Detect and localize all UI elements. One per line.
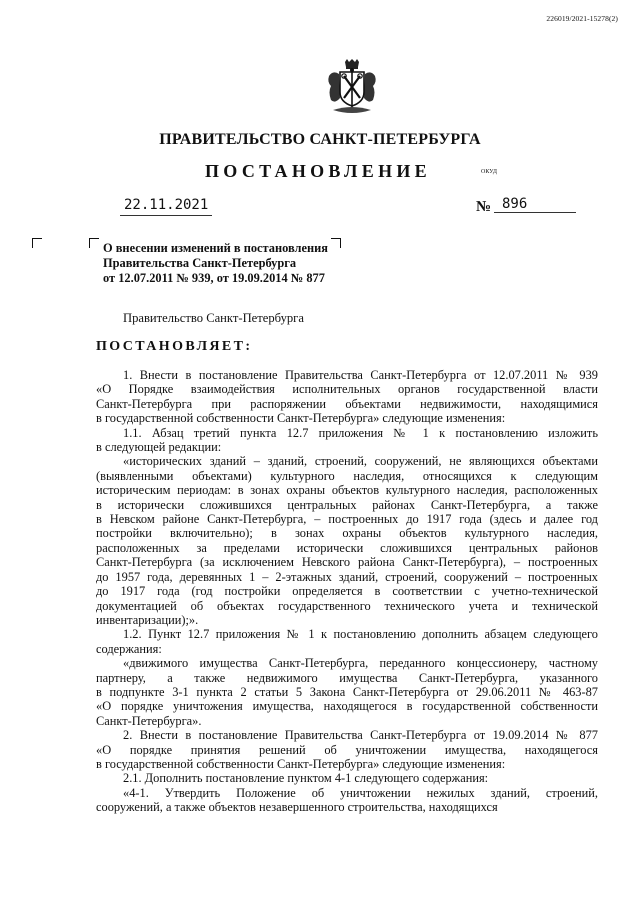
paragraph-line: (выявленными объектами) культурного наследия, относящихся к следующим	[96, 468, 598, 483]
paragraph-line: в государственной собственности Санкт-Петербурга» следующие изменения:	[96, 411, 506, 426]
resolution-number: 896	[494, 196, 576, 213]
number-label: №	[476, 199, 492, 215]
paragraph-line: до 1957 года, деревянных 1 – 2-этажных зданий, строений, сооружений – построенных	[96, 569, 598, 584]
paragraph-line: Санкт-Петербурга».	[96, 713, 202, 728]
paragraph-line: Санкт-Петербурга при распоряжении объектами недвижимости, находящимися	[96, 396, 598, 411]
paragraph-line: «О порядке принятия решений об уничтожении имущества, находящегося	[96, 742, 598, 757]
document-type: ПОСТАНОВЛЕНИЕ	[205, 161, 431, 181]
paragraph-line: в подпункте 3-1 пункта 2 статьи 5 Закона Санкт-Петербурга от 29.06.2011 № 463-87	[96, 684, 598, 699]
paragraph-line: инвентаризации);».	[96, 612, 199, 627]
resolution-date: 22.11.2021	[120, 197, 212, 216]
paragraph-line: «О порядке уничтожения имущества, находящегося в государственной собственности	[96, 699, 598, 714]
document-body	[96, 368, 598, 815]
paragraph-line: до 1917 года (год постройки определяется в соответствии с учетно-технической	[96, 584, 598, 599]
paragraph-line: в Невском районе Санкт-Петербурга, – построенных до 1917 года (здесь и далее год	[96, 512, 598, 527]
resolution-subject	[103, 241, 328, 286]
resolves-heading: ПОСТАНОВЛЯЕТ:	[96, 339, 253, 354]
corner-mark	[331, 238, 341, 248]
paragraph-line: 1. Внести в постановление Правительства Санкт-Петербурга от 12.07.2011 № 939	[123, 368, 598, 382]
government-name: ПРАВИТЕЛЬСТВО САНКТ-ПЕТЕРБУРГА	[159, 131, 481, 148]
subject-line: Правительства Санкт-Петербурга	[103, 256, 297, 270]
paragraph-line: 2. Внести в постановление Правительства Санкт-Петербурга от 19.09.2014 № 877	[123, 728, 598, 743]
paragraph-line: расположенных за пределами исторически сложившихся центральных районов	[96, 540, 598, 555]
subject-line: от 12.07.2011 № 939, от 19.09.2014 № 877	[103, 271, 325, 285]
paragraph-line: партнеру, а также недвижимого имущества Санкт-Петербурга, указанного	[96, 670, 598, 685]
coat-of-arms-icon	[325, 58, 379, 116]
corner-mark	[89, 238, 99, 248]
paragraph-line: «О Порядке взаимодействия исполнительных органов государственной власти	[96, 382, 598, 397]
paragraph-line: в следующей редакции:	[96, 440, 222, 455]
paragraph-line: Санкт-Петербурга (за исключением Невского района Санкт-Петербурга), – построенных	[96, 555, 598, 570]
paragraph-line: постройки включительно); в зонах охраны объектов культурного наследия,	[96, 526, 598, 541]
paragraph-line: «движимого имущества Санкт-Петербурга, переданного концессионеру, частному	[123, 656, 598, 671]
paragraph-line: содержания:	[96, 641, 162, 656]
paragraph-line: «4-1. Утвердить Положение об уничтожении нежилых зданий, строений,	[123, 785, 598, 800]
paragraph-line: сооружений, а также объектов незавершенного строительства, находящихся	[96, 800, 498, 815]
paragraph-line: в государственной собственности Санкт-Петербурга» следующие изменения:	[96, 756, 506, 771]
corner-mark	[32, 238, 42, 248]
paragraph-line: документацией об объектах государственного технического учета и технической	[96, 598, 598, 613]
paragraph-line: «исторических зданий – зданий, строений, сооружений, не являющихся объектами	[123, 454, 598, 469]
okud-label: ОКУД	[481, 169, 497, 175]
paragraph-line: 2.1. Дополнить постановление пунктом 4-1 следующего содержания:	[123, 771, 489, 786]
paragraph-line: в исторически сложившихся центральных районах Санкт-Петербурга, а также	[96, 497, 598, 512]
subject-line: О внесении изменений в постановления	[103, 241, 328, 255]
paragraph-line: историческим периодам: в зонах охраны объектов культурного наследия, расположенных	[96, 483, 598, 498]
paragraph-line: 1.1. Абзац третий пункта 12.7 приложения № 1 к постановлению изложить	[123, 425, 598, 440]
document-id: 226019/2021-15278(2)	[546, 14, 618, 23]
issuing-body: Правительство Санкт-Петербурга	[123, 311, 304, 325]
paragraph-line: 1.2. Пункт 12.7 приложения № 1 к постановлению дополнить абзацем следующего	[123, 627, 598, 642]
